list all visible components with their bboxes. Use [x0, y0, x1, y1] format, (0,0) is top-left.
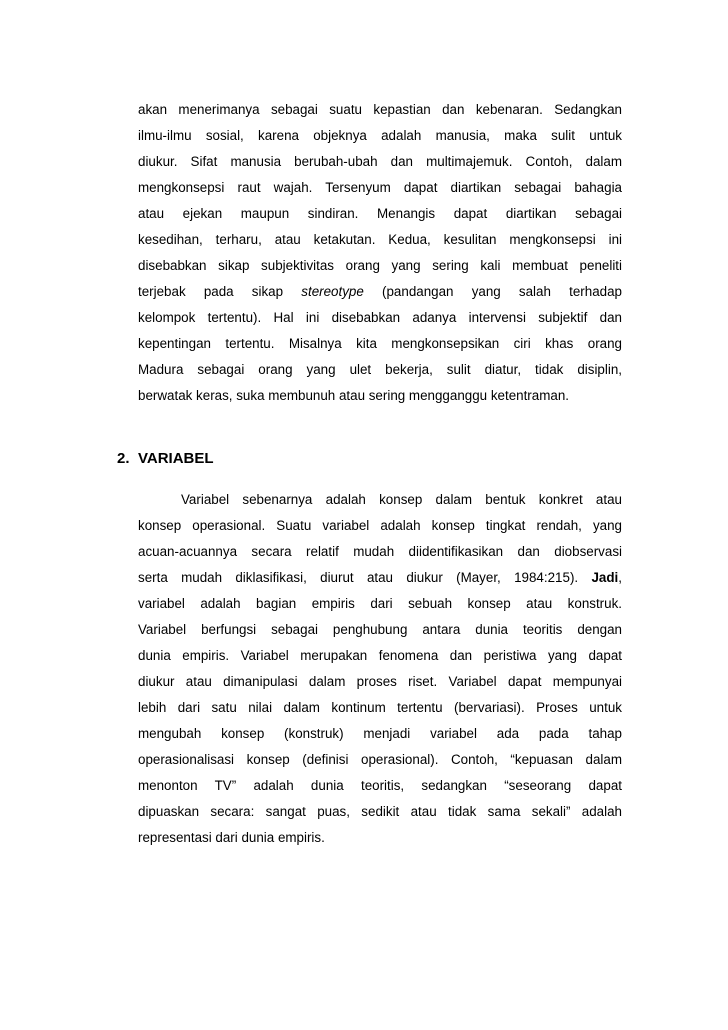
paragraph-2-line-14: representasi dari dunia empiris. — [138, 830, 325, 845]
section-title: VARIABEL — [138, 450, 214, 467]
paragraph-2-line-3: acuan-acuannya secara relatif mudah diidentifikasikan dan diobservasi — [138, 544, 622, 559]
line-4-comma: , — [618, 570, 622, 585]
paragraph-2-line-8: diukur atau dimanipulasi dalam proses riset. Variabel dapat mempunyai — [138, 674, 622, 689]
paragraph-2-line-6: Variabel berfungsi sebagai penghubung antara dunia teoritis dengan — [138, 622, 622, 637]
jadi-bold: Jadi — [591, 570, 619, 585]
paragraph-2-line-11: operasionalisasi konsep (definisi operasional). Contoh, “kepuasan dalam — [138, 752, 622, 767]
line-4-start: serta mudah diklasifikasi, diurut atau diukur (Mayer, 1984:215). — [138, 570, 579, 585]
paragraph-1-line-3: diukur. Sifat manusia berubah-ubah dan multimajemuk. Contoh, dalam — [138, 154, 622, 169]
paragraph-1-line-10: kepentingan tertentu. Misalnya kita mengkonsepsikan ciri khas orang — [138, 336, 622, 351]
paragraph-1-line-8 — [138, 282, 622, 302]
paragraph-2-line-1: Variabel sebenarnya adalah konsep dalam bentuk konkret atau — [181, 492, 622, 507]
paragraph-1-line-6: kesedihan, terharu, atau ketakutan. Kedua, kesulitan mengkonsepsi ini — [138, 232, 622, 247]
paragraph-1-line-11: Madura sebagai orang yang ulet bekerja, sulit diatur, tidak disiplin, — [138, 362, 622, 377]
line-8-start: terjebak pada sikap — [138, 284, 284, 299]
section-heading — [117, 448, 214, 470]
paragraph-2-line-2: konsep operasional. Suatu variabel adalah konsep tingkat rendah, yang — [138, 518, 622, 533]
paragraph-1-line-1: akan menerimanya sebagai suatu kepastian dan kebenaran. Sedangkan — [138, 102, 622, 117]
paragraph-1-line-7: disebabkan sikap subjektivitas orang yang sering kali membuat peneliti — [138, 258, 622, 273]
paragraph-2-line-4 — [138, 568, 622, 588]
paragraph-2-line-5: variabel adalah bagian empiris dari sebuah konsep atau konstruk. — [138, 596, 622, 611]
paragraph-2-line-7: dunia empiris. Variabel merupakan fenomena dan peristiwa yang dapat — [138, 648, 622, 663]
paragraph-1-line-5: atau ejekan maupun sindiran. Menangis dapat diartikan sebagai — [138, 206, 622, 221]
paragraph-2-line-9: lebih dari satu nilai dalam kontinum tertentu (bervariasi). Proses untuk — [138, 700, 622, 715]
paragraph-1-line-4: mengkonsepsi raut wajah. Tersenyum dapat diartikan sebagai bahagia — [138, 180, 622, 195]
section-number: 2. — [117, 450, 130, 467]
stereotype-term: stereotype — [301, 284, 364, 299]
paragraph-2-line-13: dipuaskan secara: sangat puas, sedikit atau tidak sama sekali” adalah — [138, 804, 622, 819]
paragraph-2-line-10: mengubah konsep (konstruk) menjadi variabel ada pada tahap — [138, 726, 622, 741]
line-8-end: (pandangan yang salah terhadap — [382, 284, 622, 299]
paragraph-2-line-12: menonton TV” adalah dunia teoritis, sedangkan “seseorang dapat — [138, 778, 622, 793]
paragraph-1-line-12: berwatak keras, suka membunuh atau sering mengganggu ketentraman. — [138, 388, 569, 403]
paragraph-1-line-2: ilmu-ilmu sosial, karena objeknya adalah manusia, maka sulit untuk — [138, 128, 622, 143]
paragraph-1-line-9: kelompok tertentu). Hal ini disebabkan adanya intervensi subjektif dan — [138, 310, 622, 325]
